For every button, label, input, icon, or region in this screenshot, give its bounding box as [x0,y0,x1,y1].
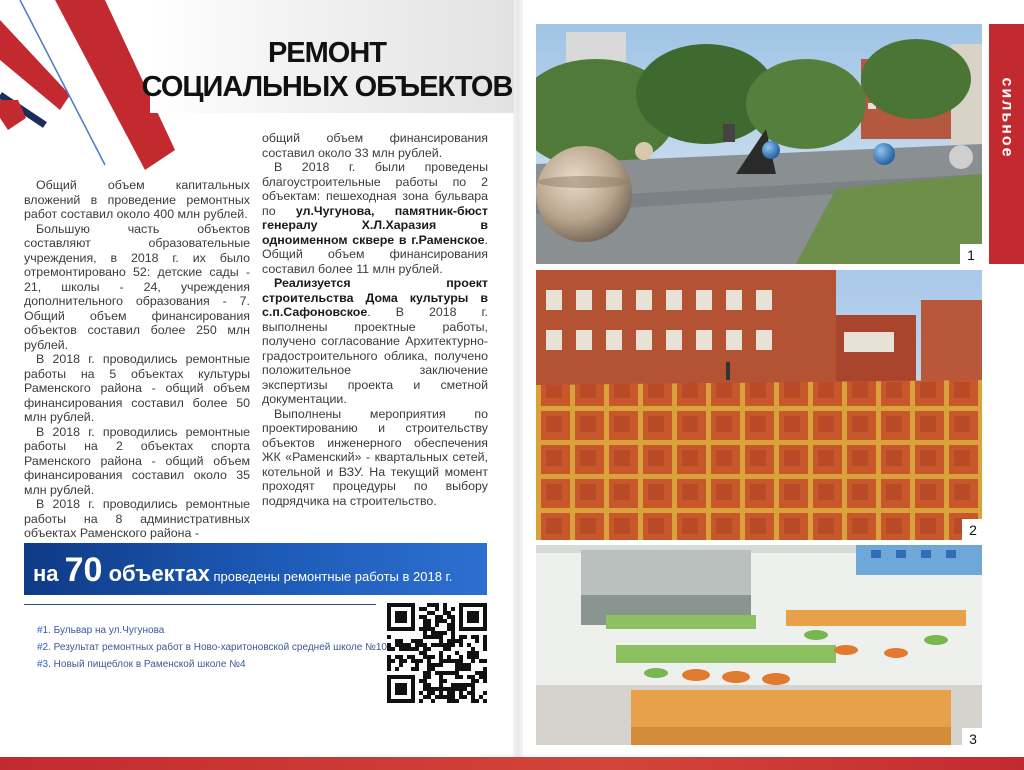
title-line-1: РЕМОНТ [267,37,387,69]
photo-caption-2 [37,642,387,654]
text-column-1 [24,178,250,541]
caption-number: #2. [37,642,51,653]
banner-text: проведены ремонтные работы в 2018 г. [209,569,453,584]
bottom-band [0,757,1024,770]
photo-caption-1 [37,625,164,637]
paragraph: В 2018 г. проводились ремонтные работы на 5 объектах культуры Раменского района - общий объем финансирования составил более 50 млн рублей. [24,352,250,424]
photo-canteen-image [536,545,982,745]
photo-boulevard-image [536,24,982,264]
caption-text: Новый пищеблок в Раменской школе №4 [50,659,246,670]
divider [24,604,376,605]
paragraph-text: . Общий объем финансирования составил более 11 млн рублей. [262,232,488,276]
page-title [140,36,514,104]
photo-caption-3 [37,659,246,671]
banner-number: 70 [64,551,103,589]
side-tab [989,24,1024,264]
caption-text: Бульвар на ул.Чугунова [50,625,165,636]
paragraph: В 2018 г. проводились ремонтные работы на 8 административных объектах Раменского района - [24,497,250,540]
paragraph [262,160,488,276]
paragraph: Общий объем капитальных вложений в проведение ремонтных работ составил около 400 млн рублей. [24,178,250,221]
paragraph: В 2018 г. проводились ремонтные работы на 2 объектах спорта Раменского района - общий объем финансирования составил около 35 млн рублей. [24,424,250,497]
paragraph-bold: ул.Чугунова, памятник-бюст генералу Х.Л.Харазия в одноименном сквере в г.Раменское [262,203,488,247]
paragraph-bold: Реализуется проект строительства Дома культуры в с.п.Сафоновское [262,276,488,319]
paragraph: Большую часть объектов составляют образовательные учреждения, в 2018 г. их было отремонтировано 52: детские сады - 21, школы - 24, учреждения дополнительного образования - 7. Общий объем финансирования объектов составил более 250 млн рублей. [24,221,250,352]
qr-code[interactable] [387,603,487,703]
photo-number-1: 1 [960,244,982,266]
side-tab-label: сильное [998,77,1016,159]
photo-number-2: 2 [962,519,984,541]
text-column-2 [262,131,488,508]
caption-number: #3. [37,659,51,670]
photo-school-square [536,270,982,540]
caption-number: #1. [37,625,51,636]
paragraph: общий объем финансирования составил около 33 млн рублей. [262,131,488,160]
paragraph: Выполнены мероприятия по проектированию и строительству объектов инженерного обеспечения ЖК «Раменский» - квартальных сетей, котельной и ВЗУ. На текущий момент проходят процедуры по выбору подрядчика на строительство. [262,406,488,508]
banner-objects: объектах [102,561,210,586]
caption-text: Результат ремонтных работ в Ново-харитоновской средней школе №10 [50,642,387,653]
photo-number-3: 3 [962,728,984,750]
photo-boulevard [536,24,982,264]
title-line-2: СОЦИАЛЬНЫХ ОБЪЕКТОВ [141,71,513,103]
photo-school-square-image [536,270,982,540]
paragraph-text: . В 2018 г. выполнены проектные работы, получено согласование Архитектурно-градостроительного облика, получено положительное заключение экспертизы проекта и сметной документации. [262,305,488,406]
photo-canteen [536,545,982,745]
banner-prefix: на [33,561,65,586]
page-gutter [513,0,523,770]
paragraph [262,276,488,407]
highlight-banner [24,543,487,595]
paragraph-text: В 2018 г. были проведены благоустроительные работы по 2 объектам: пешеходная зона бульвара по [262,160,488,218]
